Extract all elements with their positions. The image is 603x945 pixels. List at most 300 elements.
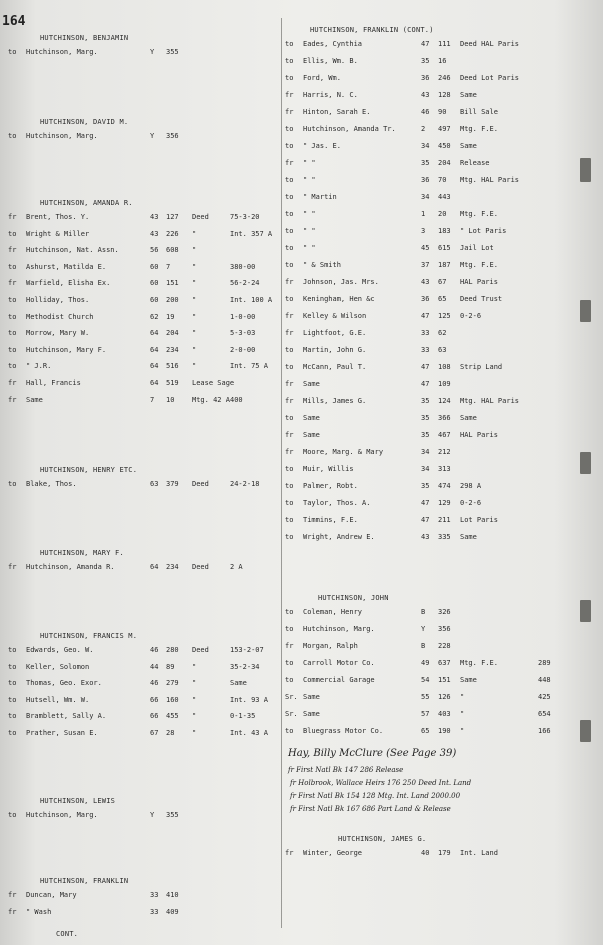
cell-desc: Release (460, 159, 490, 167)
cell-name: Moore, Marg. & Mary (303, 448, 384, 456)
cell-vol: 47 (421, 40, 430, 48)
cell-vol: 56 (150, 246, 159, 255)
cell-name: " " (303, 227, 316, 235)
cell-vol: 33 (421, 346, 430, 354)
handwritten-line: fr First Natl Bk 167 686 Part Land & Release (290, 805, 451, 813)
ledger-row (0, 244, 603, 254)
cell-desc: " (460, 727, 465, 735)
cell-name: Holliday, Thos. (26, 296, 90, 304)
cell-extra: 35-2-34 (230, 662, 260, 671)
ledger-row (0, 642, 603, 652)
cell-name: Johnson, Jas. Mrs. (303, 278, 379, 286)
cell-name: Taylor, Thos. A. (303, 499, 371, 507)
ledger-row (0, 499, 603, 509)
cell-desc: " (460, 710, 465, 718)
ledger-row (0, 210, 603, 220)
cell-page: 467 (438, 431, 451, 439)
cell-vol: 64 (150, 563, 159, 571)
cell-vol: 65 (421, 727, 430, 735)
cell-vol: 49 (421, 659, 430, 667)
cell-dir: to (8, 679, 17, 688)
cell-name: Hutchinson, Marg. (26, 48, 98, 56)
cell-desc: " (192, 296, 197, 304)
ledger-row (0, 295, 603, 305)
cell-dir: fr (285, 849, 294, 857)
cell-vol: 35 (421, 57, 430, 65)
cell-extra: 166 (538, 727, 551, 735)
ledger-row (0, 710, 603, 720)
ledger-row (0, 108, 603, 118)
cell-name: Wright, Andrew E. (303, 533, 375, 541)
ledger-row (0, 482, 603, 492)
cell-dir: to (8, 329, 17, 338)
cell-vol: Y (150, 811, 155, 819)
ledger-row (0, 608, 603, 618)
cell-page: 70 (438, 176, 447, 184)
cell-desc: " (192, 712, 197, 721)
cell-name: Edwards, Geo. W. (26, 646, 94, 654)
ledger-row (0, 431, 603, 441)
section-heading: HUTCHINSON, BENJAMIN (40, 34, 129, 42)
cell-name: Same (303, 710, 320, 718)
cell-name: Hutchinson, Marg. (26, 132, 98, 140)
cell-vol: 47 (421, 312, 430, 320)
cell-name: Ashurst, Matilda E. (26, 262, 107, 271)
cell-page: 200 (166, 296, 179, 304)
cell-name: Muir, Willis (303, 465, 354, 473)
cell-desc: HAL Paris (460, 431, 498, 439)
cell-page: 28 (166, 729, 175, 737)
cell-name: " " (303, 210, 316, 218)
cell-name: " Wash (26, 907, 52, 916)
cell-dir: to (285, 210, 294, 218)
continued-note: CONT. (56, 930, 79, 938)
cell-page: 226 (166, 229, 179, 238)
cell-dir: to (285, 533, 294, 541)
cell-page: 335 (438, 533, 451, 541)
cell-dir: to (8, 662, 17, 671)
cell-name: Morgan, Ralph (303, 642, 358, 650)
cell-dir: to (285, 261, 294, 269)
cell-desc: " (192, 662, 197, 671)
section-heading: HUTCHINSON, FRANKLIN (40, 877, 129, 885)
ledger-row (0, 727, 603, 737)
cell-dir: to (285, 227, 294, 235)
cell-dir: fr (285, 431, 294, 439)
cell-page: 127 (166, 213, 179, 221)
cell-desc: Mtg. F.E. (460, 125, 498, 133)
ledger-row (0, 329, 603, 339)
cell-page: 211 (438, 516, 451, 524)
cell-page: 20 (438, 210, 447, 218)
cell-name: Methodist Church (26, 312, 94, 321)
cell-extra: 56-2-24 (230, 279, 260, 288)
cell-vol: 66 (150, 695, 159, 704)
cell-desc: Deed Lot Paris (460, 74, 520, 82)
ledger-row (0, 125, 603, 135)
ledger-row (0, 312, 603, 322)
cell-page: 403 (438, 710, 451, 718)
ledger-row (0, 159, 603, 169)
cell-name: " J.R. (26, 362, 52, 371)
cell-vol: 60 (150, 262, 159, 271)
cell-vol: 35 (421, 482, 430, 490)
cell-desc: " (192, 229, 197, 238)
ledger-row (0, 363, 603, 373)
cell-page: 516 (166, 362, 179, 371)
cell-dir: to (8, 345, 17, 354)
cell-dir: fr (285, 448, 294, 456)
cell-desc: Mtg. F.E. (460, 210, 498, 218)
cell-desc: " Lot Paris (460, 227, 507, 235)
cell-page: 279 (166, 679, 179, 688)
cell-dir: to (8, 362, 17, 371)
cell-vol: 46 (421, 108, 430, 116)
ledger-row (0, 278, 603, 288)
cell-dir: to (285, 625, 294, 633)
cell-page: 410 (166, 891, 179, 899)
cell-page: 187 (438, 261, 451, 269)
ledger-row (0, 533, 603, 543)
cell-page: 65 (438, 295, 447, 303)
cell-desc: 0-2-6 (460, 312, 482, 320)
cell-desc: Deed (192, 480, 209, 488)
cell-desc: Same (460, 91, 477, 99)
cell-desc: " (192, 329, 197, 338)
cell-dir: to (285, 142, 294, 150)
cell-extra: Int. 100 A (230, 296, 273, 304)
handwritten-line: fr Holbrook, Wallace Heirs 176 250 Deed Int. Land (290, 779, 472, 787)
cell-vol: 64 (150, 362, 159, 371)
cell-page: 111 (438, 40, 451, 48)
cell-vol: 43 (421, 278, 430, 286)
cell-page: 355 (166, 48, 179, 56)
cell-desc: Strip Land (460, 363, 503, 371)
cell-page: 125 (438, 312, 451, 320)
ledger-row (0, 625, 603, 635)
cell-vol: B (421, 642, 426, 650)
cell-vol: 35 (421, 159, 430, 167)
cell-name: Kelley & Wilson (303, 312, 367, 320)
cell-vol: 66 (150, 712, 159, 721)
cell-dir: to (8, 811, 17, 819)
cell-dir: fr (8, 891, 17, 899)
ledger-row (0, 346, 603, 356)
cell-name: Duncan, Mary (26, 891, 77, 899)
cell-page: 89 (166, 662, 175, 671)
cell-dir: to (8, 646, 17, 654)
cell-name: Keningham, Hen &c (303, 295, 375, 303)
cell-dir: to (285, 193, 294, 201)
cell-page: 234 (166, 345, 179, 354)
cell-vol: 36 (421, 176, 430, 184)
cell-page: 204 (166, 329, 179, 338)
ledger-row (0, 659, 603, 669)
cell-extra: Int. 75 A (230, 362, 268, 371)
ledger-row (0, 849, 603, 859)
cell-extra: Int. 43 A (230, 729, 268, 737)
cell-page: 7 (166, 262, 171, 271)
section-heading: HUTCHINSON, LEWIS (40, 797, 116, 805)
cell-vol: 43 (421, 533, 430, 541)
cell-name: Coleman, Henry (303, 608, 363, 616)
ledger-row (0, 91, 603, 101)
cell-dir: to (8, 262, 17, 271)
cell-vol: 62 (150, 312, 159, 321)
cell-name: Harris, N. C. (303, 91, 358, 99)
cell-extra: Int. 357 A (230, 229, 273, 238)
cell-vol: 33 (150, 891, 159, 899)
cell-dir: fr (285, 397, 294, 405)
cell-dir: to (8, 712, 17, 721)
section-heading: HUTCHINSON, DAVID M. (40, 118, 129, 126)
cell-dir: to (8, 132, 17, 140)
cell-dir: fr (8, 279, 17, 288)
cell-name: Hutchinson, Amanda R. (26, 563, 115, 571)
section-heading: HUTCHINSON, FRANKLIN (CONT.) (310, 26, 434, 34)
cell-dir: fr (8, 379, 17, 387)
cell-extra: Int. 93 A (230, 695, 268, 704)
cell-name: Bramblett, Sally A. (26, 712, 107, 721)
cell-name: Prather, Susan E. (26, 729, 98, 737)
cell-desc: Same (460, 414, 477, 422)
cell-dir: to (285, 74, 294, 82)
cell-dir: fr (285, 380, 294, 388)
cell-vol: 46 (150, 646, 159, 654)
cell-name: Keller, Solomon (26, 662, 90, 671)
cell-desc: " (460, 693, 465, 701)
section-heading: HUTCHINSON, JAMES G. (338, 835, 427, 843)
cell-vol: 36 (421, 74, 430, 82)
cell-dir: fr (285, 642, 294, 650)
cell-desc: " (192, 345, 197, 354)
cell-name: Eades, Cynthia (303, 40, 363, 48)
cell-dir: fr (285, 329, 294, 337)
cell-name: " " (303, 159, 316, 167)
cell-vol: 7 (150, 395, 155, 404)
cell-page: 179 (438, 849, 451, 857)
cell-name: " Martin (303, 193, 337, 201)
cell-page: 63 (438, 346, 447, 354)
cell-page: 128 (438, 91, 451, 99)
cell-name: Martin, John G. (303, 346, 367, 354)
cell-name: Hutchinson, Mary F. (26, 345, 107, 354)
cell-page: 234 (166, 563, 179, 571)
ledger-row (0, 380, 603, 390)
cell-desc: Int. Land (460, 849, 498, 857)
section-heading: HUTCHINSON, MARY F. (40, 549, 124, 557)
cell-extra: 1-0-00 (230, 312, 256, 321)
cell-desc: 0-2-6 (460, 499, 482, 507)
cell-desc: 298 A (460, 482, 482, 490)
cell-vol: 55 (421, 693, 430, 701)
cell-dir: to (285, 608, 294, 616)
cell-desc: " (192, 246, 197, 255)
cell-dir: to (285, 516, 294, 524)
cell-name: Ford, Wm. (303, 74, 341, 82)
cell-desc: Lease Sage (192, 379, 235, 387)
cell-extra: 448 (538, 676, 551, 684)
cell-extra: Same (230, 679, 247, 688)
cell-desc: Jail Lot (460, 244, 494, 252)
cell-extra: 400 (230, 395, 243, 404)
cell-name: Hinton, Sarah E. (303, 108, 371, 116)
cell-vol: 60 (150, 296, 159, 304)
cell-page: 443 (438, 193, 451, 201)
cell-page: 355 (166, 811, 179, 819)
cell-page: 190 (438, 727, 451, 735)
cell-name: Same (303, 693, 320, 701)
cell-page: 151 (166, 279, 179, 288)
cell-vol: 46 (150, 679, 159, 688)
cell-page: 67 (438, 278, 447, 286)
cell-name: Commercial Garage (303, 676, 375, 684)
cell-dir: to (285, 727, 294, 735)
cell-name: McCann, Paul T. (303, 363, 367, 371)
handwritten-title: Hay, Billy McClure (See Page 39) (288, 748, 457, 759)
cell-desc: Deed (192, 213, 209, 221)
cell-vol: 44 (150, 662, 159, 671)
cell-dir: to (8, 229, 17, 238)
cell-vol: 3 (421, 227, 426, 235)
ledger-row (0, 516, 603, 526)
ledger-row (0, 891, 603, 901)
cell-dir: to (8, 695, 17, 704)
cell-extra: 75-3-20 (230, 213, 260, 221)
cell-vol: 34 (421, 193, 430, 201)
cell-name: Morrow, Mary W. (26, 329, 90, 338)
ledger-row (0, 676, 603, 686)
ledger-row (0, 414, 603, 424)
cell-dir: fr (8, 395, 17, 404)
cell-page: 474 (438, 482, 451, 490)
cell-name: Ellis, Wm. B. (303, 57, 358, 65)
cell-vol: 64 (150, 379, 159, 387)
section-heading: HUTCHINSON, JOHN (318, 594, 389, 602)
cell-vol: 64 (150, 345, 159, 354)
cell-page: 356 (438, 625, 451, 633)
cell-name: Lightfoot, G.E. (303, 329, 367, 337)
ledger-row (0, 142, 603, 152)
ledger-row (0, 465, 603, 475)
cell-desc: Lot Paris (460, 516, 498, 524)
cell-vol: 67 (150, 729, 159, 737)
cell-dir: to (285, 57, 294, 65)
handwritten-line: fr First Natl Bk 147 286 Release (288, 766, 404, 774)
cell-page: 10 (166, 395, 175, 404)
cell-vol: 43 (150, 229, 159, 238)
cell-vol: 1 (421, 210, 426, 218)
cell-desc: " (192, 695, 197, 704)
cell-dir: to (285, 244, 294, 252)
cell-desc: Mtg. 42 A (192, 395, 230, 404)
cell-dir: fr (285, 159, 294, 167)
cell-name: Same (26, 395, 43, 404)
cell-name: Same (303, 380, 320, 388)
cell-page: 409 (166, 907, 179, 916)
cell-dir: to (8, 296, 17, 304)
ledger-row (0, 397, 603, 407)
cell-desc: " (192, 279, 197, 288)
cell-vol: 35 (421, 397, 430, 405)
cell-vol: 34 (421, 448, 430, 456)
cell-vol: 57 (421, 710, 430, 718)
cell-name: Blake, Thos. (26, 480, 77, 488)
cell-vol: B (421, 608, 426, 616)
cell-page: 608 (166, 246, 179, 255)
cell-dir: fr (8, 563, 17, 571)
cell-extra: 2-0-00 (230, 345, 256, 354)
cell-extra: 5-3-03 (230, 329, 256, 338)
ledger-row (0, 261, 603, 271)
cell-desc: " (192, 312, 197, 321)
cell-page: 129 (438, 499, 451, 507)
cell-name: " Jas. E. (303, 142, 341, 150)
ledger-row (0, 693, 603, 703)
cell-extra: 289 (538, 659, 551, 667)
cell-name: Carroll Motor Co. (303, 659, 375, 667)
cell-vol: 33 (421, 329, 430, 337)
ledger-row (0, 193, 603, 203)
cell-desc: Deed HAL Paris (460, 40, 520, 48)
cell-dir: to (285, 363, 294, 371)
cell-desc: Mtg. HAL Paris (460, 397, 520, 405)
cell-extra: 654 (538, 710, 551, 718)
ledger-row (0, 176, 603, 186)
cell-page: 615 (438, 244, 451, 252)
cell-name: " & Smith (303, 261, 341, 269)
cell-dir: fr (285, 91, 294, 99)
cell-dir: to (285, 125, 294, 133)
cell-dir: to (285, 346, 294, 354)
cell-name: Brent, Thos. Y. (26, 213, 90, 221)
cell-desc: " (192, 362, 197, 371)
cell-dir: to (285, 465, 294, 473)
cell-dir: to (285, 40, 294, 48)
cell-desc: " (192, 262, 197, 271)
cell-name: " " (303, 176, 316, 184)
cell-name: Hall, Francis (26, 379, 81, 387)
cell-vol: 64 (150, 329, 159, 338)
cell-page: 151 (438, 676, 451, 684)
cell-extra: 425 (538, 693, 551, 701)
cell-vol: 45 (421, 244, 430, 252)
cell-dir: to (8, 729, 17, 737)
cell-dir: Sr. (285, 710, 298, 718)
cell-page: 379 (166, 480, 179, 488)
cell-vol: 35 (421, 431, 430, 439)
cell-name: Hutchinson, Marg. (26, 811, 98, 819)
ledger-row (0, 448, 603, 458)
cell-vol: 34 (421, 465, 430, 473)
cell-vol: 36 (421, 295, 430, 303)
cell-extra: 380-00 (230, 262, 256, 271)
cell-desc: " (192, 679, 197, 688)
cell-dir: to (285, 295, 294, 303)
section-heading: HUTCHINSON, HENRY ETC. (40, 466, 138, 474)
cell-vol: Y (421, 625, 426, 633)
cell-desc: Mtg. F.E. (460, 659, 498, 667)
cell-desc: Bill Sale (460, 108, 498, 116)
cell-vol: 47 (421, 499, 430, 507)
cell-dir: to (285, 482, 294, 490)
cell-vol: 47 (421, 516, 430, 524)
cell-desc: Deed (192, 646, 209, 654)
cell-vol: 60 (150, 279, 159, 288)
cell-vol: 2 (421, 125, 426, 133)
cell-page: 126 (438, 693, 451, 701)
cell-dir: to (285, 176, 294, 184)
